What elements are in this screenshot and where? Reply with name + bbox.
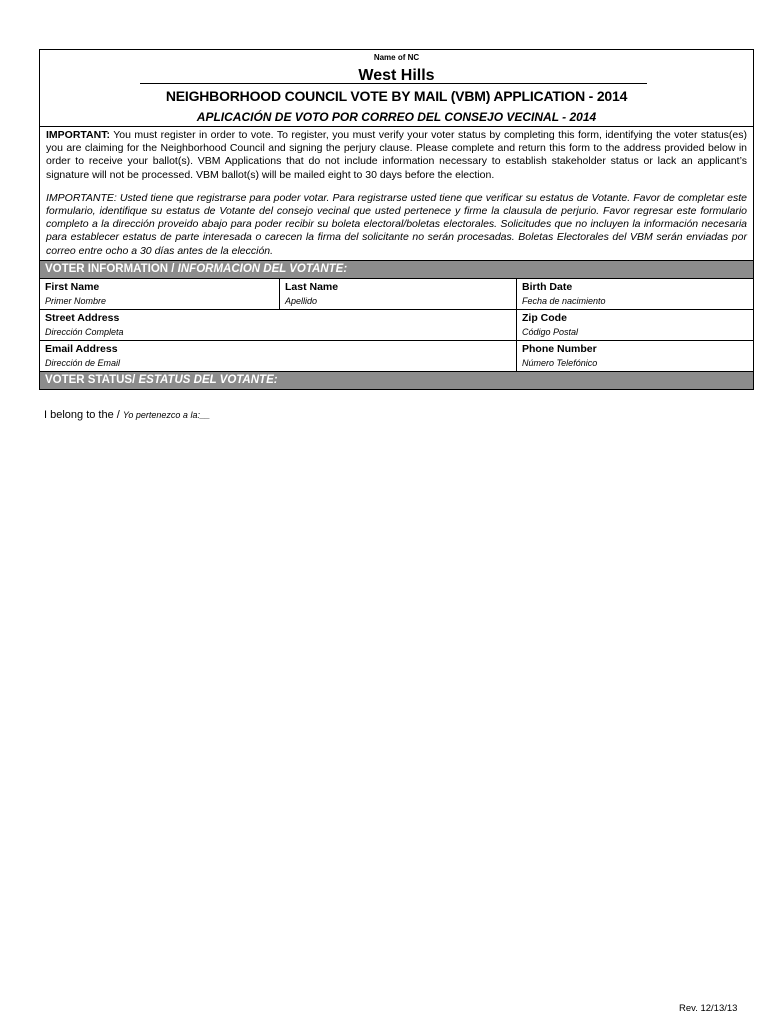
birth-date-field[interactable] bbox=[516, 279, 753, 309]
vbm-application-form bbox=[39, 49, 754, 390]
voter-information-title-es: INFORMACION DEL VOTANTE: bbox=[177, 262, 348, 275]
email-address-field[interactable] bbox=[40, 341, 516, 371]
revision-date: Rev. 12/13/13 bbox=[679, 1003, 738, 1014]
last-name-hint: Apellido bbox=[285, 295, 318, 306]
voter-status-title-es: ESTATUS DEL VOTANTE: bbox=[138, 373, 278, 386]
zip-code-field[interactable] bbox=[516, 310, 753, 340]
phone-number-field[interactable] bbox=[516, 341, 753, 371]
birth-date-hint: Fecha de nacimiento bbox=[522, 295, 606, 306]
street-address-field[interactable] bbox=[40, 310, 516, 340]
voter-status-header bbox=[40, 372, 753, 390]
voter-information-title: VOTER INFORMATION / bbox=[45, 262, 178, 275]
voter-information-header bbox=[40, 261, 753, 279]
notice-english-text: You must register in order to vote. To register, you must verify your voter status by completing this form, identifying the voter status(es) you are claiming for the Neighborhood Council and signing the perjury clause. Please complete and return this form to the address provided below in order to receive your ballot(s). VBM Applications that do not include information necessary to establish stakeholder status or lack an applicant’s signature will not be processed. VBM ballot(s) will be mailed eight to 30 days before the election. bbox=[46, 129, 747, 181]
first-name-label: First Name bbox=[45, 280, 100, 293]
first-name-hint: Primer Nombre bbox=[45, 295, 107, 306]
form-title: NEIGHBORHOOD COUNCIL VOTE BY MAIL (VBM) APPLICATION - 2014 bbox=[165, 88, 628, 104]
belong-label-es: Yo pertenezco a la:__ bbox=[122, 410, 210, 420]
zip-code-hint: Código Postal bbox=[522, 326, 579, 337]
nc-name-row bbox=[40, 64, 753, 88]
last-name-label: Last Name bbox=[285, 280, 339, 293]
email-address-label: Email Address bbox=[45, 342, 118, 355]
phone-number-label: Phone Number bbox=[522, 342, 597, 355]
important-notice bbox=[40, 127, 753, 261]
notice-english bbox=[46, 129, 747, 182]
notice-spanish: IMPORTANTE: Usted tiene que registrarse para poder votar. Para registrarse usted tiene que verificar su estatus de Votante. Favor de completar este formulario, identifique su estatus de Votante del consejo vecinal que usted pertenece y firme la clausula de perjurio. Favor regresar este formulario completo a la dirección proveido abajo para poder recibir su boleta electoral/boletas electorales. Solicitudes que no incluyen la información necesaria para establecer estatus de parte interesada o carecen la firma del solicitante no serán procesadas. Boletas Electorales del VBM serán enviadas por correo entre ocho a 30 días antes de la elección. bbox=[46, 191, 747, 257]
form-header bbox=[40, 50, 753, 127]
name-row bbox=[40, 279, 753, 310]
street-address-label: Street Address bbox=[45, 311, 120, 324]
voter-status-title: VOTER STATUS/ bbox=[45, 373, 139, 386]
zip-code-label: Zip Code bbox=[522, 311, 567, 324]
belong-label: I belong to the / bbox=[44, 409, 123, 421]
notice-label: IMPORTANT: bbox=[46, 129, 110, 141]
phone-number-hint: Número Telefónico bbox=[522, 357, 598, 368]
nc-name[interactable]: West Hills bbox=[358, 67, 435, 84]
nc-label: Name of NC bbox=[373, 53, 420, 62]
last-name-field[interactable] bbox=[279, 279, 516, 309]
street-address-hint: Dirección Completa bbox=[45, 326, 124, 337]
email-address-hint: Dirección de Email bbox=[45, 357, 121, 368]
belong-statement bbox=[44, 409, 210, 421]
first-name-field[interactable] bbox=[40, 279, 279, 309]
address-row bbox=[40, 310, 753, 341]
birth-date-label: Birth Date bbox=[522, 280, 573, 293]
form-subtitle: APLICACIÓN DE VOTO POR CORREO DEL CONSEJO VECINAL - 2014 bbox=[196, 110, 597, 124]
contact-row bbox=[40, 341, 753, 372]
